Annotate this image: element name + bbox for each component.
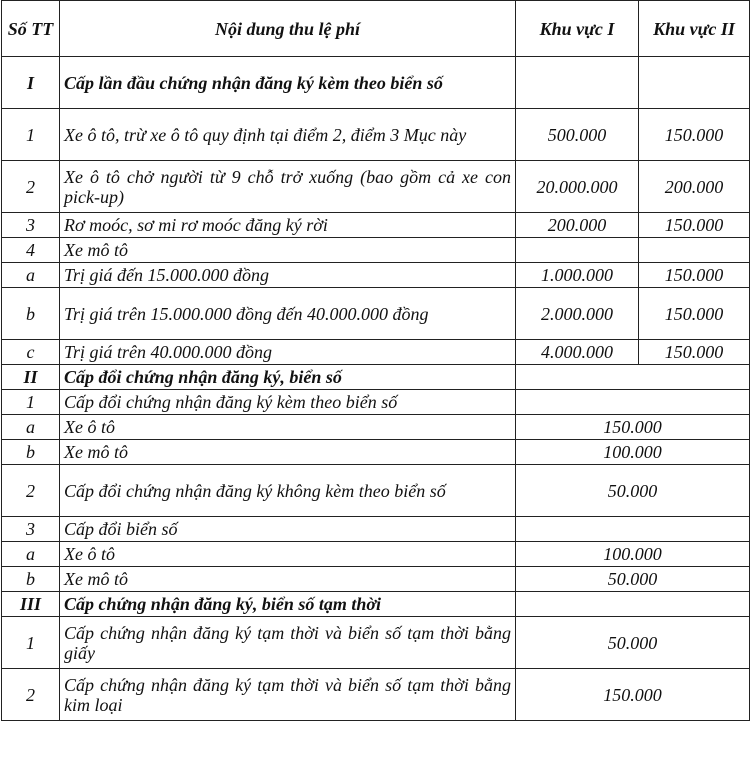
row-fee-both-regions — [516, 390, 750, 415]
row-number: I — [2, 57, 60, 109]
row-content: Xe ô tô chở người từ 9 chỗ trở xuống (bao gồm cả xe con pick-up) — [60, 161, 516, 213]
row-fee-region-1 — [516, 238, 639, 263]
row-fee-both-regions — [516, 592, 750, 617]
header-no: Số TT — [2, 1, 60, 57]
row-number: II — [2, 365, 60, 390]
table-row — [2, 669, 750, 721]
row-fee-region-1: 200.000 — [516, 213, 639, 238]
row-number: 2 — [2, 161, 60, 213]
row-fee-both-regions: 100.000 — [516, 440, 750, 465]
table-row — [2, 340, 750, 365]
row-number: b — [2, 440, 60, 465]
table-row — [2, 440, 750, 465]
row-fee-region-1: 1.000.000 — [516, 263, 639, 288]
row-fee-region-1: 20.000.000 — [516, 161, 639, 213]
header-content: Nội dung thu lệ phí — [60, 1, 516, 57]
row-content: Cấp lần đầu chứng nhận đăng ký kèm theo biển số — [60, 57, 516, 109]
row-number: 3 — [2, 213, 60, 238]
table-row — [2, 542, 750, 567]
row-number: 1 — [2, 390, 60, 415]
table-row — [2, 415, 750, 440]
row-fee-region-2 — [639, 57, 750, 109]
row-fee-region-2: 150.000 — [639, 340, 750, 365]
row-content: Xe mô tô — [60, 567, 516, 592]
row-content: Cấp đổi biển số — [60, 517, 516, 542]
table-row — [2, 365, 750, 390]
table-row — [2, 161, 750, 213]
row-number: 1 — [2, 109, 60, 161]
table-row — [2, 263, 750, 288]
header-region-1: Khu vực I — [516, 1, 639, 57]
row-fee-both-regions — [516, 365, 750, 390]
row-fee-both-regions: 100.000 — [516, 542, 750, 567]
row-fee-region-2 — [639, 238, 750, 263]
row-number: a — [2, 542, 60, 567]
table-row — [2, 57, 750, 109]
row-number: III — [2, 592, 60, 617]
row-fee-both-regions: 50.000 — [516, 567, 750, 592]
header-region-2: Khu vực II — [639, 1, 750, 57]
row-number: 2 — [2, 669, 60, 721]
row-content: Cấp đổi chứng nhận đăng ký không kèm theo biển số — [60, 465, 516, 517]
row-content: Trị giá trên 15.000.000 đồng đến 40.000.000 đồng — [60, 288, 516, 340]
row-content: Xe ô tô, trừ xe ô tô quy định tại điểm 2, điểm 3 Mục này — [60, 109, 516, 161]
row-number: b — [2, 567, 60, 592]
table-row — [2, 567, 750, 592]
row-number: 4 — [2, 238, 60, 263]
table-row — [2, 390, 750, 415]
row-fee-both-regions: 50.000 — [516, 617, 750, 669]
table-row — [2, 617, 750, 669]
fee-table — [1, 0, 750, 721]
row-number: c — [2, 340, 60, 365]
row-content: Xe mô tô — [60, 440, 516, 465]
row-content: Cấp đổi chứng nhận đăng ký, biển số — [60, 365, 516, 390]
row-content: Trị giá trên 40.000.000 đồng — [60, 340, 516, 365]
row-fee-region-1: 2.000.000 — [516, 288, 639, 340]
row-content: Rơ moóc, sơ mi rơ moóc đăng ký rời — [60, 213, 516, 238]
row-content: Trị giá đến 15.000.000 đồng — [60, 263, 516, 288]
row-content: Cấp chứng nhận đăng ký tạm thời và biển số tạm thời bằng kim loại — [60, 669, 516, 721]
table-row — [2, 517, 750, 542]
row-fee-region-1: 4.000.000 — [516, 340, 639, 365]
row-fee-region-2: 200.000 — [639, 161, 750, 213]
row-fee-region-2: 150.000 — [639, 109, 750, 161]
row-content: Xe ô tô — [60, 542, 516, 567]
row-fee-region-2: 150.000 — [639, 263, 750, 288]
row-number: a — [2, 263, 60, 288]
row-fee-both-regions — [516, 517, 750, 542]
row-fee-region-1: 500.000 — [516, 109, 639, 161]
table-row — [2, 213, 750, 238]
row-fee-both-regions: 150.000 — [516, 415, 750, 440]
row-number: 3 — [2, 517, 60, 542]
table-row — [2, 109, 750, 161]
table-row — [2, 238, 750, 263]
row-content: Cấp chứng nhận đăng ký tạm thời và biển số tạm thời bằng giấy — [60, 617, 516, 669]
row-content: Xe mô tô — [60, 238, 516, 263]
row-number: a — [2, 415, 60, 440]
row-number: b — [2, 288, 60, 340]
row-content: Cấp chứng nhận đăng ký, biển số tạm thời — [60, 592, 516, 617]
row-number: 1 — [2, 617, 60, 669]
row-content: Xe ô tô — [60, 415, 516, 440]
fee-table-body — [2, 57, 750, 721]
row-fee-both-regions: 50.000 — [516, 465, 750, 517]
table-row — [2, 592, 750, 617]
row-fee-region-2: 150.000 — [639, 288, 750, 340]
row-fee-region-1 — [516, 57, 639, 109]
table-row — [2, 465, 750, 517]
row-fee-region-2: 150.000 — [639, 213, 750, 238]
table-row — [2, 288, 750, 340]
row-content: Cấp đổi chứng nhận đăng ký kèm theo biển số — [60, 390, 516, 415]
row-number: 2 — [2, 465, 60, 517]
table-header-row — [2, 1, 750, 57]
row-fee-both-regions: 150.000 — [516, 669, 750, 721]
